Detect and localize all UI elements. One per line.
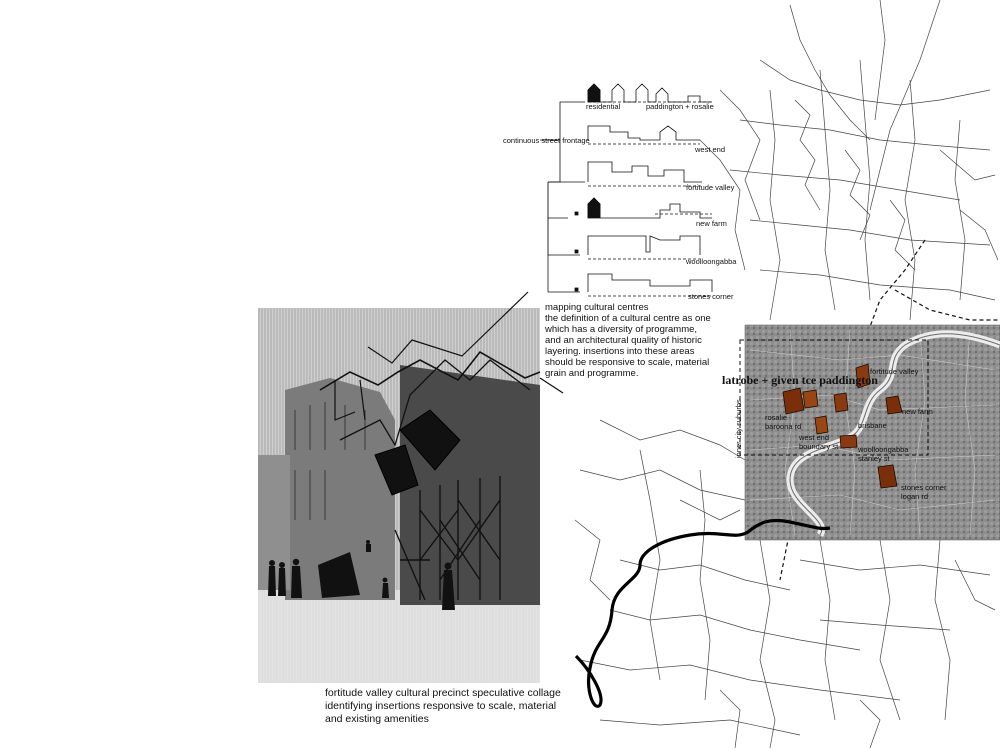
section-row-2-right: west end — [695, 145, 726, 154]
note-line: layering. insertions into these areas — [545, 346, 695, 357]
place-rosalie: rosalie — [765, 413, 788, 422]
collage-image — [258, 292, 563, 683]
note-line: grain and programme. — [545, 368, 639, 379]
marker-brisbane — [834, 393, 848, 412]
caption-line: fortitude valley cultural precinct speculative collage — [325, 687, 561, 699]
satellite-inset — [745, 325, 1000, 540]
marker-paddington — [783, 388, 804, 414]
mapping-note — [545, 302, 725, 379]
marker-rosalie — [803, 390, 818, 408]
caption-line: and existing amenities — [325, 713, 429, 725]
section-row-5-right: woolloongabba — [686, 257, 737, 266]
place-brisbane: brisbane — [858, 421, 887, 430]
note-line: which has a diversity of programme, — [545, 324, 698, 335]
collage-caption — [325, 687, 585, 726]
river — [576, 520, 830, 706]
place-fortitude-valley: fortitude valley — [870, 367, 919, 376]
place-baroona-rd: baroona rd — [765, 422, 802, 431]
place-logan-rd: logan rd — [901, 492, 929, 501]
place-woolloongabba: woolloongabba — [858, 445, 909, 454]
place-west-end: west end — [799, 433, 830, 442]
marker-west-end — [815, 416, 828, 434]
marker-woolloongabba — [840, 435, 857, 448]
map-vertical-label: inner city suburbs — [734, 399, 743, 458]
place-new-farm: new farm — [902, 407, 933, 416]
section-row-3-right: fortitude valley — [686, 183, 735, 192]
section-title: continuous street frontage — [503, 136, 590, 145]
caption-line: identifying insertions responsive to scale, material — [325, 700, 557, 712]
place-boundary-st: boundary st — [799, 442, 839, 451]
note-line: and an architectural quality of historic — [545, 335, 702, 346]
place-stanley-st: stanley st — [858, 454, 890, 463]
section-row-1-left: residential — [586, 102, 621, 111]
note-line: mapping cultural centres — [545, 302, 649, 313]
place-stones-corner: stones corner — [901, 483, 947, 492]
section-row-6-right: stones corner — [688, 292, 734, 301]
section-row-1-right: paddington + rosalie — [646, 102, 714, 111]
note-line: should be responsive to scale, material — [545, 357, 710, 368]
note-line: the definition of a cultural centre as one — [545, 313, 711, 324]
section-row-4-right: new farm — [696, 219, 727, 228]
map-highlight-label: latrobe + given tce paddington — [722, 373, 878, 387]
